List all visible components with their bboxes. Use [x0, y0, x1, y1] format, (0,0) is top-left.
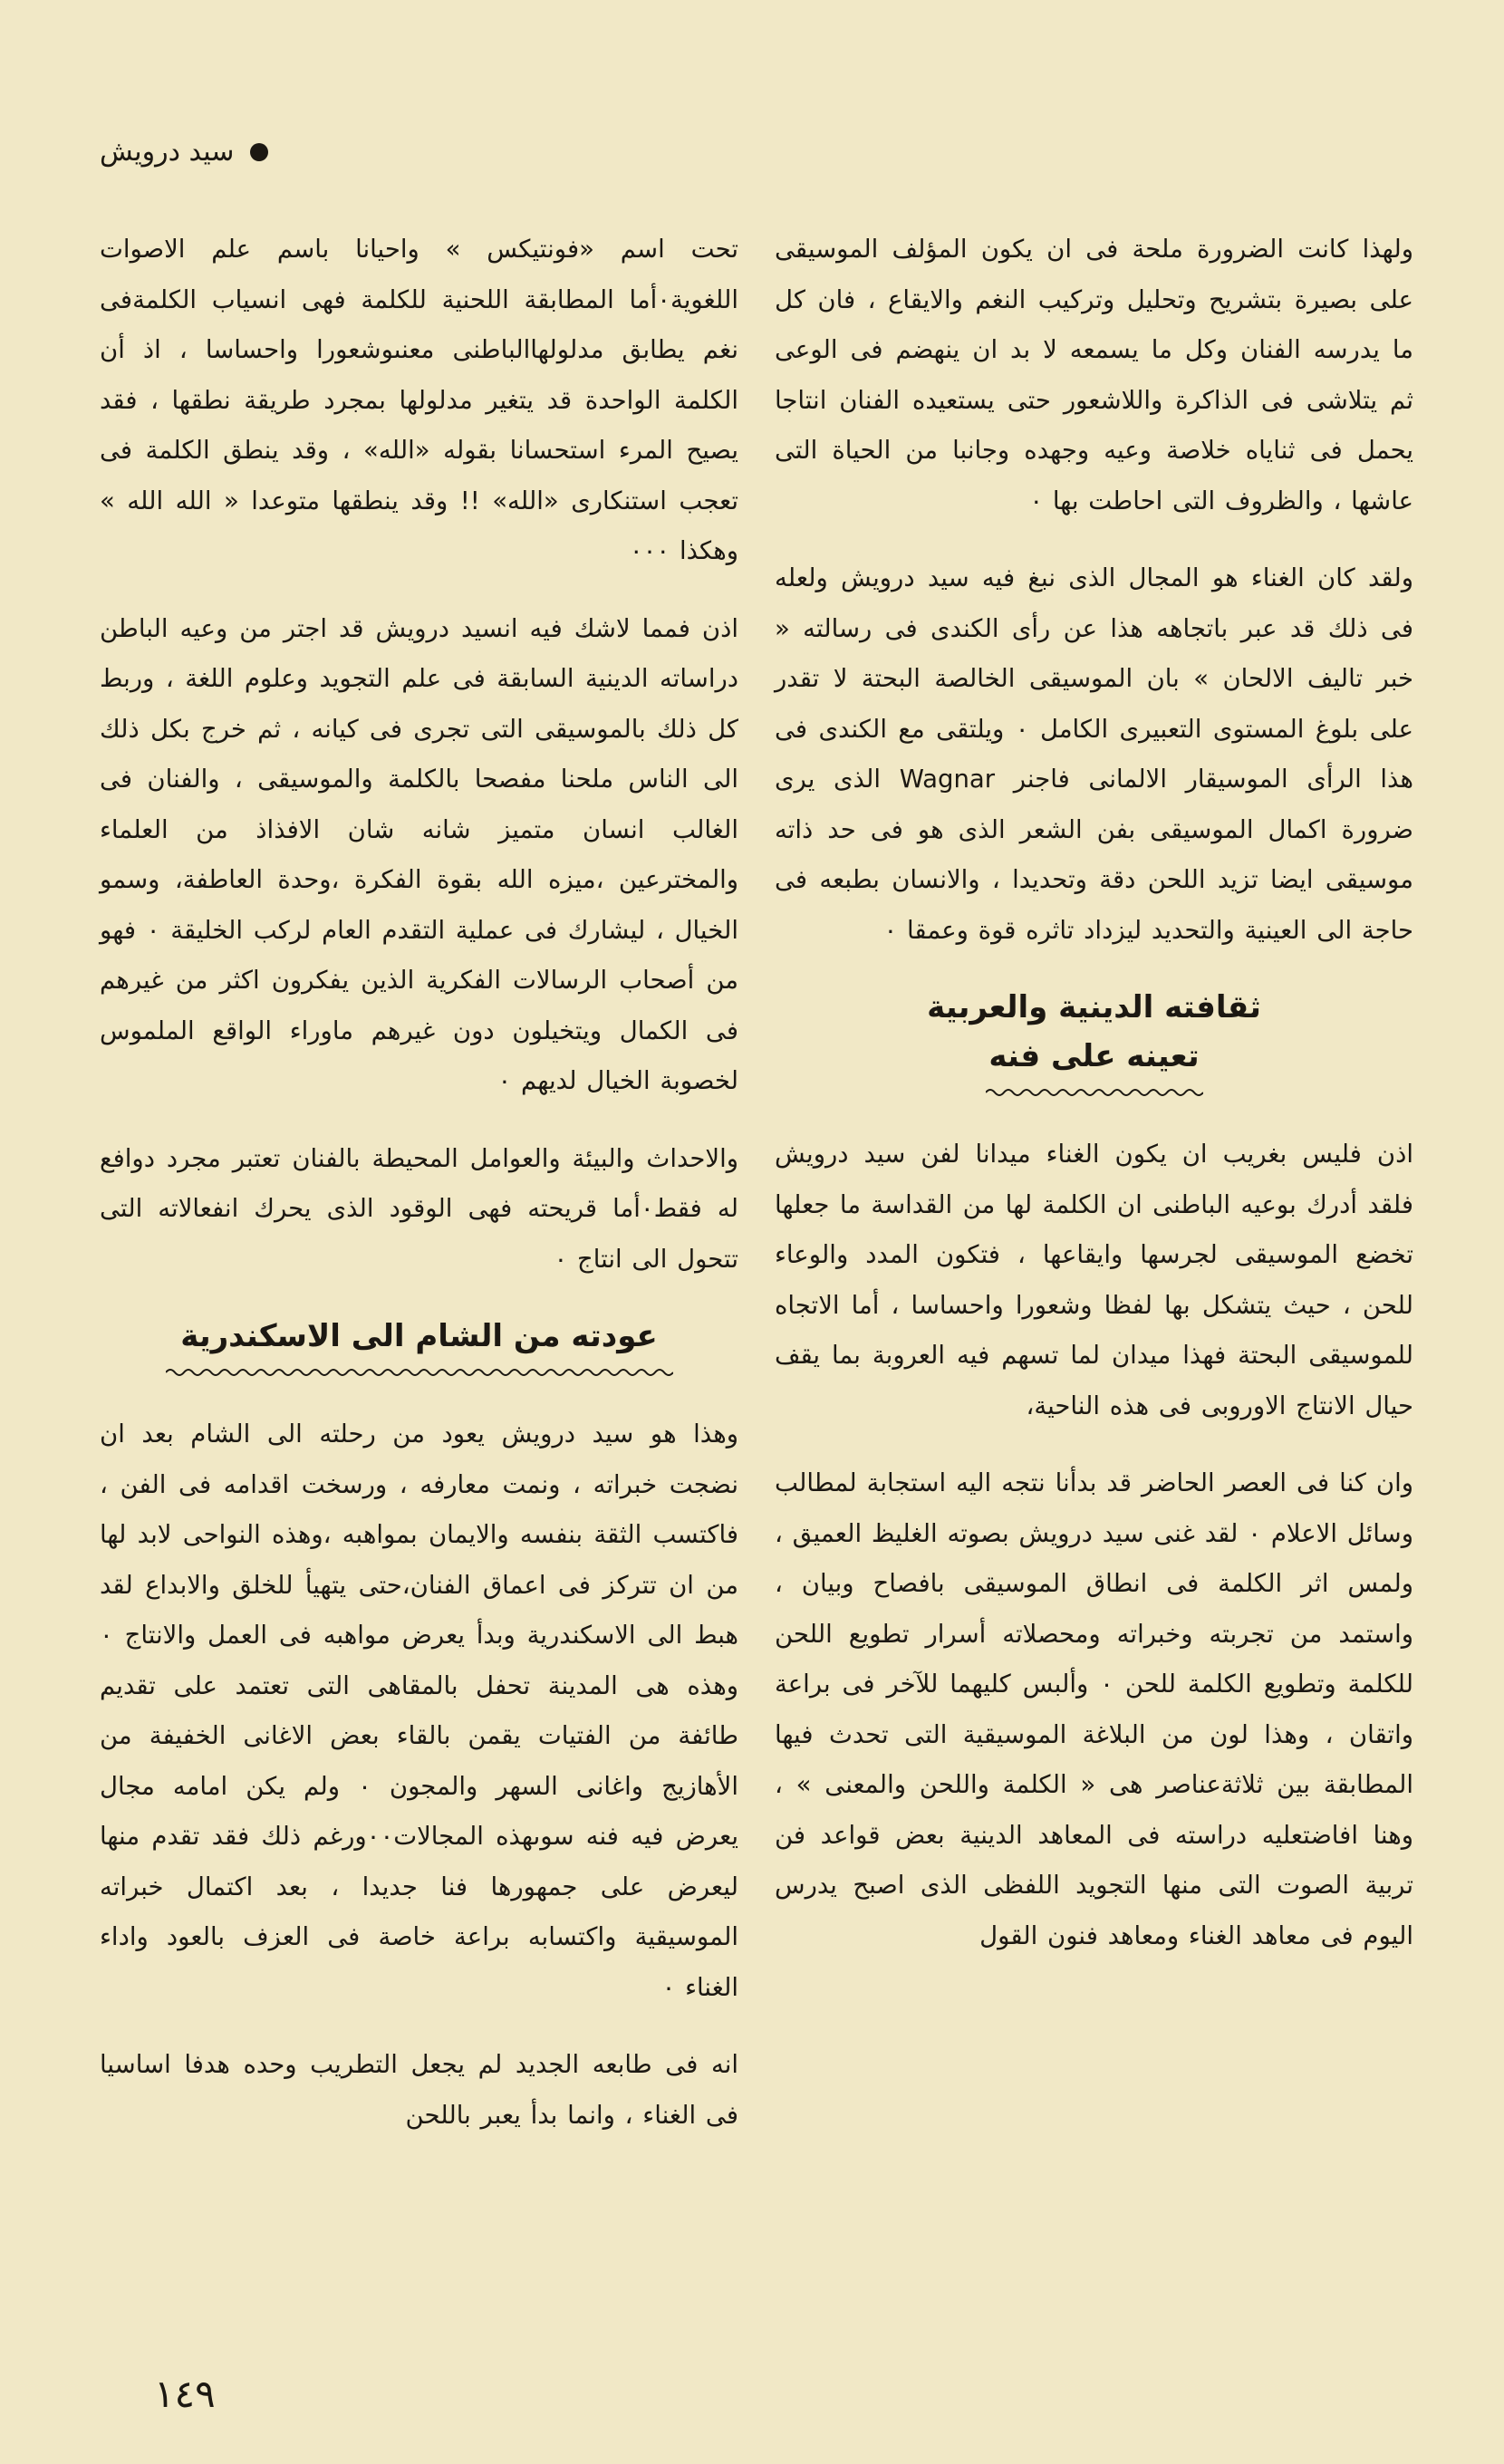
wavy-divider [986, 1086, 1203, 1099]
section-heading: عودته من الشام الى الاسكندرية [180, 1318, 658, 1354]
paragraph: وان كنا فى العصر الحاضر قد بدأنا نتجه اليه استجابة لمطالب وسائل الاعلام ٠ لقد غنى سيد درويش بصوته الغليظ العميق ، ولمس اثر الكلمة فى انطاق الموسيقى بافصاح وبيان ، واستمد من تجربته وخبراته ومحصلاته أسرار تطويع اللحن للكلمة وتطويع الكلمة للحن ٠ وألبس كليهما للآخر فى براعة واتقان ، وهذا لون من البلاغة الموسيقية التى تحدث فيها المطابقة بين ثلاثةعناصر هى « الكلمة واللحن والمعنى » ، وهنا افاضتعليه دراسته فى المعاهد الدينية بعض قواعد فن تربية الصوت التى منها التجويد اللفظى الذى اصبح يدرس اليوم فى معاهد الغناء ومعاهد فنون القول [775, 1468, 1413, 1950]
bullet-icon [250, 143, 268, 161]
section-heading-line: تعينه على فنه [988, 1038, 1200, 1074]
paragraph: ولهذا كانت الضرورة ملحة فى ان يكون المؤلف الموسيقى على بصيرة بتشريح وتحليل وتركيب النغم والايقاع ، فان كل ما يدرسه الفنان وكل ما يسمعه لا بد ان ينهضم فى الوعى ثم يتلاشى فى الذاكرة واللاشعور حتى يستعيده الفنان انتاجا يحمل فى ثناياه خلاصة وعيه وجهده وجانبا من الحياة التى عاشها ، والظروف التى احاطت بها ٠ [775, 235, 1413, 515]
section-heading-line: ثقافته الدينية والعربية [927, 989, 1261, 1025]
wavy-divider [166, 1366, 673, 1379]
paragraph: تحت اسم «فونتيكس » واحيانا باسم علم الاصوات اللغوية٠أما المطابقة اللحنية للكلمة فهى انسياب الكلمةفى نغم يطابق مدلولهاالباطنى معنىوشعورا واحساسا ، اذ أن الكلمة الواحدة قد يتغير مدلولها بمجرد طريقة نطقها ، فقد يصيح المرء استحسانا بقوله «الله» ، وقد ينطق الكلمة فى تعجب استنكارى «الله» !! وقد ينطقها متوعدا « الله الله » وهكذا ٠٠٠ [100, 235, 738, 565]
paragraph: والاحداث والبيئة والعوامل المحيطة بالفنان تعتبر مجرد دوافع له فقط٠أما قريحته فهى الوقود الذى يحرك انفعالاته التى تتحول الى انتاج ٠ [100, 1143, 738, 1274]
left-column [100, 225, 738, 2168]
paragraph: وهذا هو سيد درويش يعود من رحلته الى الشام بعد ان نضجت خبراته ، ونمت معارفه ، ورسخت اقدامه فى الفن ، فاكتسب الثقة بنفسه والايمان بمواهبه ،وهذه النواحى لابد لها من ان تتركز فى اعماق الفنان،حتى يتهيأ للخلق والابداع لقد هبط الى الاسكندرية وبدأ يعرض مواهبه فى العمل والانتاج ٠ وهذه هى المدينة تحفل بالمقاهى التى تعتمد على تقديم طائفة من الفتيات يقمن بالقاء بعض الاغانى الخفيفة من الأهازيج واغانى السهر والمجون ٠ ولم يكن امامه مجال يعرض فيه فنه سوىهذه المجالات٠٠ورغم ذلك فقد تقدم منها ليعرض على جمهورها فنا جديدا ، بعد اكتمال خبراته الموسيقية واكتسابه براعة خاصة فى العزف بالعود واداء الغناء ٠ [100, 1420, 738, 2002]
section-heading [775, 983, 1413, 1081]
paragraph: انه فى طابعه الجديد لم يجعل التطريب وحده هدفا اساسيا فى الغناء ، وانما بدأ يعبر باللحن [100, 2050, 738, 2130]
header-title: سيد درويش [100, 136, 235, 168]
paragraph: اذن فمما لاشك فيه انسيد درويش قد اجتر من وعيه الباطن دراساته الدينية السابقة فى علم التجويد وعلوم اللغة ، وربط كل ذلك بالموسيقى التى تجرى فى كيانه ، ثم خرج بكل ذلك الى الناس ملحنا مفصحا بالكلمة والموسيقى ، والفنان فى الغالب انسان متميز شانه شان الافذاذ من العلماء والمخترعين ،ميزه الله بقوة الفكرة ،وحدة العاطفة، وسمو الخيال ، ليشارك فى عملية التقدم العام لركب الخليقة ٠ فهو من أصحاب الرسالات الفكرية الذين يفكرون اكثر من غيرهم فى الكمال ويتخيلون دون غيرهم ماوراء الواقع الملموس لخصوبة الخيال لديهم ٠ [100, 613, 738, 1095]
page-number: ١٤٩ [154, 2372, 216, 2416]
right-column [775, 225, 1413, 1988]
paragraph: اذن فليس بغريب ان يكون الغناء ميدانا لفن سيد درويش فلقد أدرك بوعيه الباطنى ان الكلمة لها من القداسة ما جعلها تخضع الموسيقى لجرسها وايقاعها ، فتكون المدد والوعاء للحن ، حيث يتشكل بها لفظا وشعورا واحساسا ، أما الاتجاه للموسيقى البحتة فهذا ميدان لما تسهم فيه العروبة بما يقف حيال الانتاج الاوروبى فى هذه الناحية، [775, 1140, 1413, 1420]
running-header [100, 136, 268, 168]
paragraph: ولقد كان الغناء هو المجال الذى نبغ فيه سيد درويش ولعله فى ذلك قد عبر باتجاهه هذا عن رأى الكندى فى رسالته « خبر تاليف الالحان » بان الموسيقى الخالصة البحتة لا تقدر على بلوغ المستوى التعبيرى الكامل ٠ ويلتقى مع الكندى فى هذا الرأى الموسيقار الالمانى فاجنر Wagnar الذى يرى ضرورة اكمال الموسيقى بفن الشعر الذى هو فى حد ذاته موسيقى ايضا تزيد اللحن دقة وتحديدا ، والانسان بطبعه فى حاجة الى العينية والتحديد ليزداد تاثره قوة وعمقا ٠ [775, 563, 1413, 945]
